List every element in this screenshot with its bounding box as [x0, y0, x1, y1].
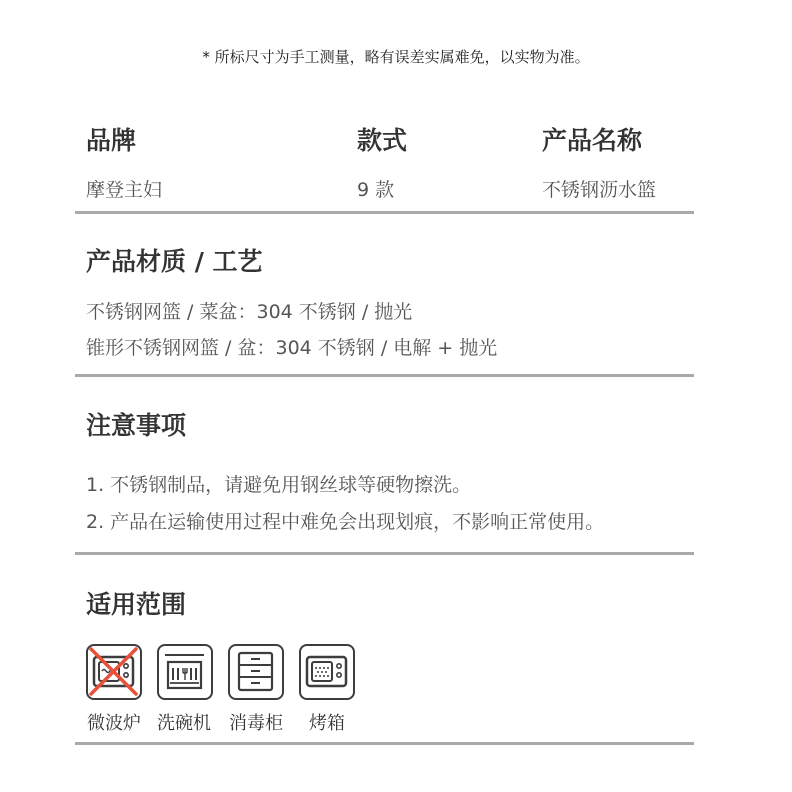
- divider: [75, 552, 694, 555]
- brand-header: 品牌: [86, 126, 137, 155]
- prohibited-cross-icon: [88, 646, 139, 697]
- brand-value: 摩登主妇: [86, 179, 163, 201]
- style-value: 9 款: [357, 179, 395, 201]
- notice-line: 2. 产品在运输使用过程中难免会出现划痕，不影响正常使用。: [86, 511, 605, 533]
- usage-label-dishwasher: 洗碗机: [157, 713, 211, 734]
- usage-title: 适用范围: [86, 590, 187, 619]
- microwave-icon: [86, 644, 142, 700]
- divider: [75, 211, 694, 214]
- oven-icon: [299, 644, 355, 700]
- product-name-value: 不锈钢沥水篮: [542, 179, 657, 201]
- notice-title: 注意事项: [86, 411, 187, 440]
- divider: [75, 374, 694, 377]
- measurement-note: * 所标尺寸为手工测量，略有误差实属难免，以实物为准。: [202, 48, 590, 66]
- style-header: 款式: [357, 126, 408, 155]
- material-line: 不锈钢网篮 / 菜盆：304 不锈钢 / 抛光: [86, 301, 413, 323]
- sterilizer-cabinet-icon: [228, 644, 284, 700]
- notice-line: 1. 不锈钢制品，请避免用钢丝球等硬物擦洗。: [86, 474, 472, 496]
- material-line: 锥形不锈钢网篮 / 盆：304 不锈钢 / 电解 + 抛光: [86, 337, 498, 359]
- product-name-header: 产品名称: [542, 126, 643, 155]
- divider: [75, 742, 694, 745]
- usage-label-sterilizer: 消毒柜: [229, 713, 283, 734]
- material-title: 产品材质 / 工艺: [86, 247, 263, 276]
- usage-label-oven: 烤箱: [309, 713, 345, 734]
- usage-label-microwave: 微波炉: [87, 713, 141, 734]
- dishwasher-icon: [157, 644, 213, 700]
